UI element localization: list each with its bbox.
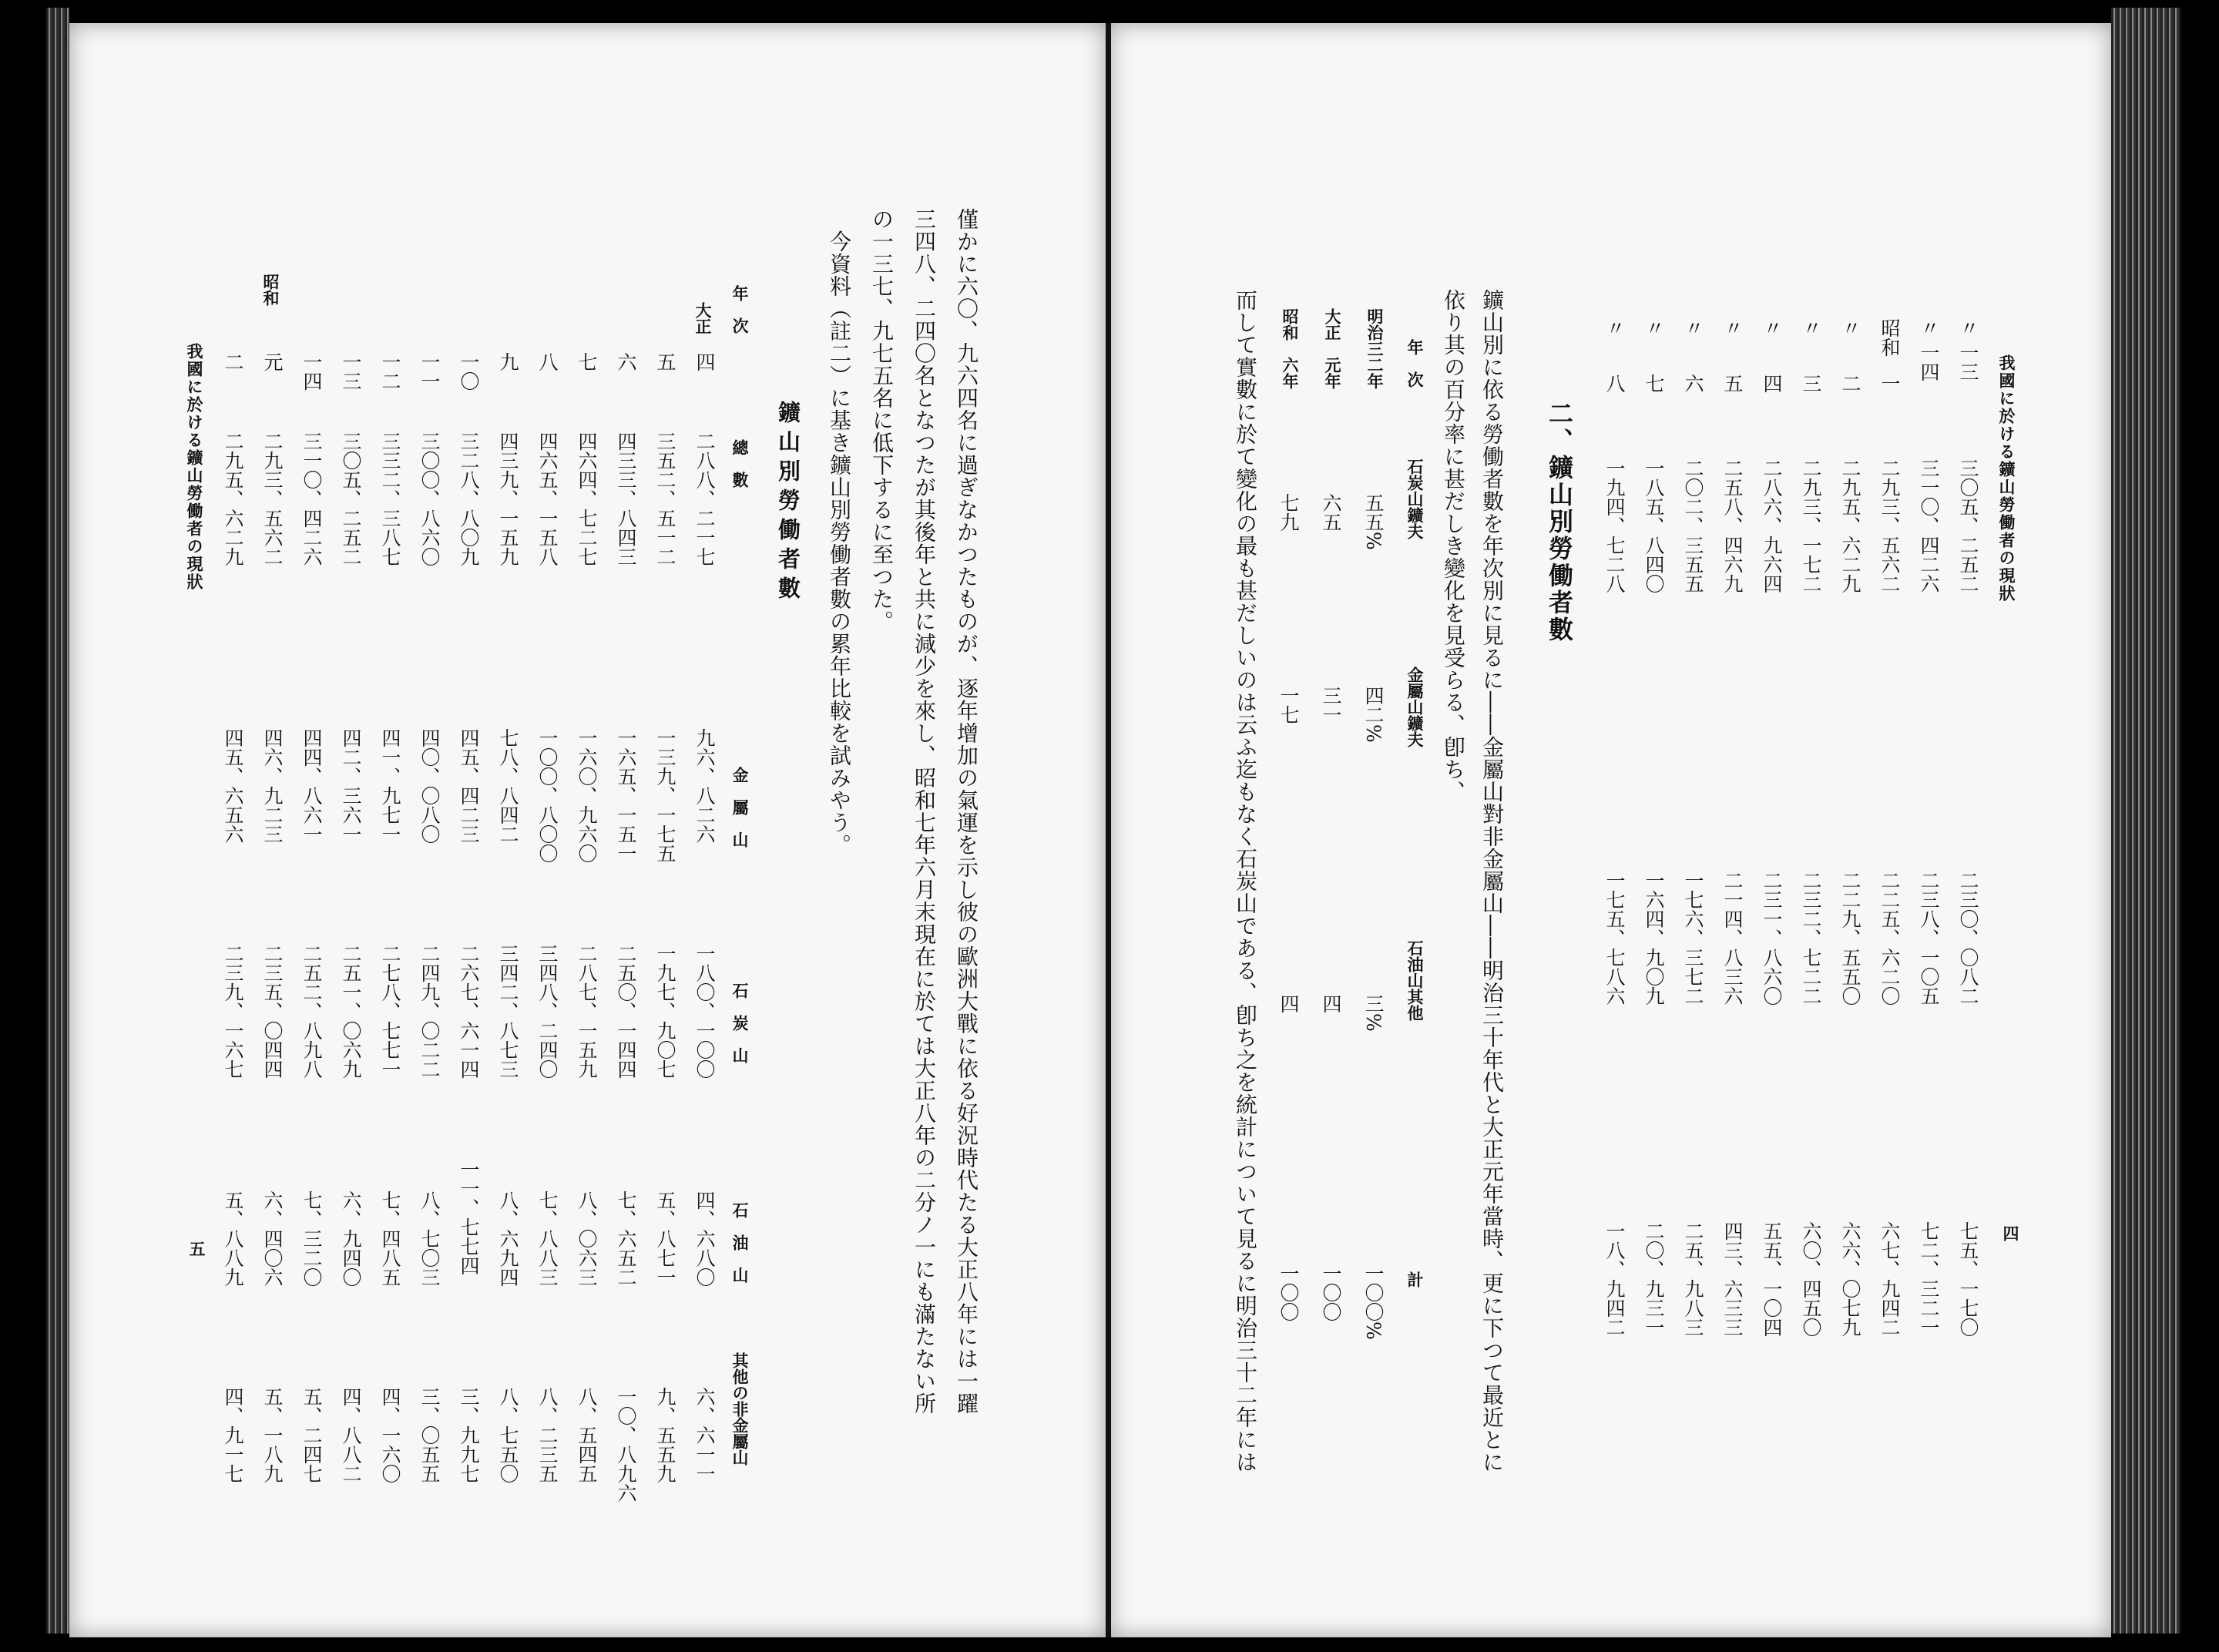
total-cell: 三一〇、四二六: [300, 431, 323, 566]
metal-cell: 一三九、一七五: [654, 728, 676, 863]
oil-cell: 七、三二〇: [300, 1190, 323, 1287]
paragraph-line: 僅かに六〇、九六四名に過ぎなかつたものが、逐年增加の氣運を示し彼の歐洲大戰に依る好況時代たる大正八年には一躍: [954, 208, 979, 1415]
total-cell: 三〇五、二五二: [340, 431, 362, 566]
total-cell: 四三九、一五九: [497, 431, 519, 566]
total-cell: 三二八、八〇九: [458, 431, 480, 566]
era-cell: 〃: [1800, 318, 1822, 337]
header-other: 其他の非金屬山: [730, 1352, 750, 1466]
metal-cell: 一六〇、九六〇: [576, 728, 598, 863]
pct-cell: 三%: [1362, 994, 1385, 1032]
other-cell: 三、〇五五: [418, 1387, 441, 1483]
metal-cell: 四五、六五六: [222, 728, 244, 844]
year-cell: 八: [1603, 374, 1626, 393]
metal-cell: 四四、八六一: [300, 728, 323, 844]
paragraph-line: 依り其の百分率に甚だしき變化を見受らる、卽ち、: [1441, 289, 1466, 803]
metal-cell: 四一、九七一: [379, 728, 401, 844]
coal-cell: 三四八、二四〇: [536, 944, 559, 1079]
other-cell: 一〇、八九六: [615, 1387, 637, 1503]
pct-header-coal: 石炭山鑛夫: [1405, 458, 1425, 539]
paragraph-line: 鑛山別に依る勞働者數を年次別に見るに――金屬山對非金屬山――明治三十年代と大正元年當時、更に下つて最近とに: [1479, 289, 1505, 1473]
total-cell: 一九四、七二八: [1603, 458, 1626, 593]
total-cell: 二九五、六二九: [222, 431, 244, 566]
header-year: 年 次: [730, 285, 750, 334]
year-cell: 五: [654, 352, 676, 371]
oil-cell: 五、八八九: [222, 1190, 244, 1287]
other-cell: 四、一六〇: [379, 1387, 401, 1483]
pct-cell: 四二%: [1362, 686, 1385, 743]
year-cell: 一: [1878, 374, 1901, 393]
pct-cell: 七九: [1277, 493, 1300, 532]
total-cell: 三一〇、四二六: [1918, 458, 1940, 593]
total-cell: 四六四、七二七: [576, 431, 598, 566]
era-cell: 〃: [1721, 318, 1744, 337]
header-metal: 金 屬 山: [730, 767, 750, 848]
header-total: 總 數: [730, 439, 750, 488]
total-cell: 四六五、一五八: [536, 431, 559, 566]
coal-cell: 一六四、九〇九: [1643, 871, 1665, 1006]
other-cell: 八、五四五: [576, 1387, 598, 1483]
coal-cell: 二三五、〇四四: [261, 944, 284, 1079]
total-cell: 三三二、三八七: [379, 431, 401, 566]
book-edge-right: [2111, 8, 2180, 1634]
oil-cell: 八、七〇三: [418, 1190, 441, 1287]
pct-cell: 五五%: [1362, 493, 1385, 550]
year-cell: 六: [1682, 374, 1704, 393]
era-cell: 〃: [1918, 318, 1940, 337]
coal-cell: 二一四、八三六: [1721, 871, 1744, 1006]
coal-cell: 二四九、〇二二: [418, 944, 441, 1079]
year-cell: 二: [1839, 374, 1861, 393]
year-cell: 七: [1643, 374, 1665, 393]
era-cell: 昭和: [1878, 318, 1901, 357]
total-cell: 一八五、八四〇: [1643, 458, 1665, 593]
year-cell: 七: [576, 352, 598, 371]
other-cell: 五、二四七: [300, 1387, 323, 1483]
total-cell: 二九五、六二九: [1839, 458, 1861, 593]
paragraph-line: 三四八、二四〇名となつたが其後年と共に減少を來し、昭和七年六月末現在に於ては大正八年の二分ノ一にも滿たない所: [911, 208, 937, 1415]
pct-cell: 四: [1277, 994, 1300, 1013]
total-cell: 二八六、九六四: [1761, 458, 1783, 593]
pct-cell: 六五: [1320, 493, 1342, 532]
metal-cell: 九六、八二六: [693, 728, 716, 844]
metal-cell: 一〇〇、八〇〇: [536, 728, 559, 863]
oil-cell: 七、六五二: [615, 1190, 637, 1287]
era-cell: 〃: [1957, 318, 1979, 337]
metal-cell: 四二、三六一: [340, 728, 362, 844]
metal-cell: 四六、九二三: [261, 728, 284, 844]
pct-header-oil-other: 石油山其他: [1405, 940, 1425, 1021]
total-cell: 三〇五、二五二: [1957, 458, 1979, 593]
pct-header-metal: 金屬山鑛夫: [1405, 667, 1425, 747]
era-cell: 〃: [1682, 318, 1704, 337]
year-cell: 一三: [340, 352, 362, 391]
other-cell: 二五、九八三: [1682, 1221, 1704, 1337]
total-cell: 二九三、五六二: [1878, 458, 1901, 593]
other-cell: 八、七五〇: [497, 1387, 519, 1483]
coal-cell: 二三一、八六〇: [1761, 871, 1783, 1006]
other-cell: 二〇、九三一: [1643, 1221, 1665, 1337]
coal-cell: 二三八、一〇五: [1918, 871, 1940, 1006]
coal-cell: 一七五、七八六: [1603, 871, 1626, 1006]
pct-cell: 一〇〇: [1277, 1264, 1300, 1321]
era-cell: 〃: [1761, 318, 1783, 337]
paragraph-line: の一三七、九七五名に低下するに至つた。: [869, 208, 895, 633]
header-oil: 石 油 山: [730, 1202, 750, 1283]
metal-cell: 七八、八四二: [497, 728, 519, 844]
year-cell: 一二: [379, 352, 401, 391]
total-cell: 三五二、五一二: [654, 431, 676, 566]
other-cell: 六〇、四五〇: [1800, 1221, 1822, 1337]
coal-cell: 二三〇、〇八二: [1957, 871, 1979, 1006]
other-cell: 四三、六三三: [1721, 1221, 1744, 1337]
year-cell: 一四: [300, 352, 323, 391]
pct-header-total: 計: [1405, 1271, 1425, 1288]
paragraph-line: 今資料（註二）に基き鑛山別勞働者數の累年比較を試みやう。: [827, 208, 852, 856]
other-cell: 六七、九四二: [1878, 1221, 1901, 1337]
total-cell: 二〇二、三五五: [1682, 458, 1704, 593]
coal-cell: 二三九、一六七: [222, 944, 244, 1079]
other-cell: 五五、一〇四: [1761, 1221, 1783, 1337]
oil-cell: 七、八八三: [536, 1190, 559, 1287]
era-cell: 〃: [1839, 318, 1861, 337]
table-title: 鑛山別勞働者數: [775, 401, 801, 606]
other-cell: 三、九九七: [458, 1387, 480, 1483]
year-cell: 一一: [418, 352, 441, 391]
year-cell: 五: [1721, 374, 1744, 393]
page-number: 四: [2001, 1225, 2020, 1241]
other-cell: 七二、三二一: [1918, 1221, 1940, 1337]
pct-cell: 一〇〇: [1320, 1264, 1342, 1321]
other-cell: 四、八八二: [340, 1387, 362, 1483]
total-cell: 二九三、一七二: [1800, 458, 1822, 593]
section-heading: 二、鑛山別勞働者數: [1545, 401, 1574, 643]
metal-cell: 一六五、一五一: [615, 728, 637, 863]
oil-cell: 六、九四〇: [340, 1190, 362, 1287]
total-cell: 二五八、四六九: [1721, 458, 1744, 593]
page-number: 五: [187, 1241, 206, 1257]
coal-cell: 二五〇、一四四: [615, 944, 637, 1079]
year-cell: 一四: [1918, 343, 1940, 381]
pct-row-year: 明治三二年: [1365, 308, 1385, 389]
paragraph-line: 而して實數に於て變化の最も甚だしいのは云ふ迄もなく石炭山である、卽ち之を統計について見るに明治三十二年には: [1233, 289, 1258, 1473]
left-page: [69, 23, 1106, 1637]
oil-cell: 七、四八五: [379, 1190, 401, 1287]
oil-cell: 五、八七一: [654, 1190, 676, 1287]
year-cell: 九: [497, 352, 519, 371]
year-cell: 元: [261, 352, 284, 371]
year-cell: 四: [693, 352, 716, 371]
pct-cell: 一七: [1277, 686, 1300, 724]
oil-cell: 一一、七七四: [458, 1160, 480, 1275]
other-cell: 七五、一七〇: [1957, 1221, 1979, 1337]
total-cell: 三〇〇、八六〇: [418, 431, 441, 566]
pct-cell: 一〇〇%: [1362, 1264, 1385, 1340]
other-cell: 六六、〇七九: [1839, 1221, 1861, 1337]
oil-cell: 八、六九四: [497, 1190, 519, 1287]
other-cell: 一八、九四二: [1603, 1221, 1626, 1337]
coal-cell: 二五一、〇六九: [340, 944, 362, 1079]
pct-header-year: 年 次: [1405, 339, 1425, 388]
era-cell: 〃: [1603, 318, 1626, 337]
era-cell: 大正: [693, 302, 713, 334]
pct-row-year: 大正 元年: [1323, 308, 1342, 389]
other-cell: 九、五五九: [654, 1387, 676, 1483]
other-cell: 四、九一七: [222, 1387, 244, 1483]
year-cell: 三: [1800, 374, 1822, 393]
coal-cell: 二二九、五五〇: [1839, 871, 1861, 1006]
coal-cell: 一八〇、一〇〇: [693, 944, 716, 1079]
running-header: 我國に於ける鑛山勞働者の現狀: [1997, 354, 2016, 603]
metal-cell: 四〇、〇八〇: [418, 728, 441, 844]
oil-cell: 八、〇六三: [576, 1190, 598, 1287]
coal-cell: 二三二、七二二: [1800, 871, 1822, 1006]
coal-cell: 二八七、一五九: [576, 944, 598, 1079]
other-cell: 八、二三五: [536, 1387, 559, 1483]
other-cell: 六、六一一: [693, 1387, 716, 1483]
year-cell: 一三: [1957, 343, 1979, 381]
era-cell: 〃: [1643, 318, 1665, 337]
coal-cell: 二五二、八九八: [300, 944, 323, 1079]
header-coal: 石 炭 山: [730, 982, 750, 1063]
oil-cell: 四、六八〇: [693, 1190, 716, 1287]
era-cell: 昭和: [261, 274, 280, 306]
total-cell: 二九三、五六二: [261, 431, 284, 566]
pct-cell: 三一: [1320, 686, 1342, 724]
coal-cell: 一九七、九〇七: [654, 944, 676, 1079]
right-page: [1110, 23, 2111, 1637]
year-cell: 二: [222, 352, 244, 371]
oil-cell: 六、四〇六: [261, 1190, 284, 1287]
metal-cell: 四五、四二三: [458, 728, 480, 844]
book-edge-left: [46, 8, 69, 1634]
coal-cell: 二二五、六二〇: [1878, 871, 1901, 1006]
pct-cell: 四: [1320, 994, 1342, 1013]
total-cell: 二八八、二一七: [693, 431, 716, 566]
coal-cell: 一七六、三七二: [1682, 871, 1704, 1006]
running-footer: 我國に於ける鑛山勞働者の現狀: [185, 343, 204, 591]
other-cell: 五、一八九: [261, 1387, 284, 1483]
coal-cell: 二七八、七七一: [379, 944, 401, 1079]
total-cell: 四三三、八四三: [615, 431, 637, 566]
year-cell: 四: [1761, 374, 1783, 393]
year-cell: 六: [615, 352, 637, 371]
pct-row-year: 昭和 六年: [1281, 308, 1300, 389]
coal-cell: 三四二、八七三: [497, 944, 519, 1079]
coal-cell: 二六七、六一四: [458, 944, 480, 1079]
year-cell: 一〇: [458, 352, 480, 391]
year-cell: 八: [536, 352, 559, 371]
